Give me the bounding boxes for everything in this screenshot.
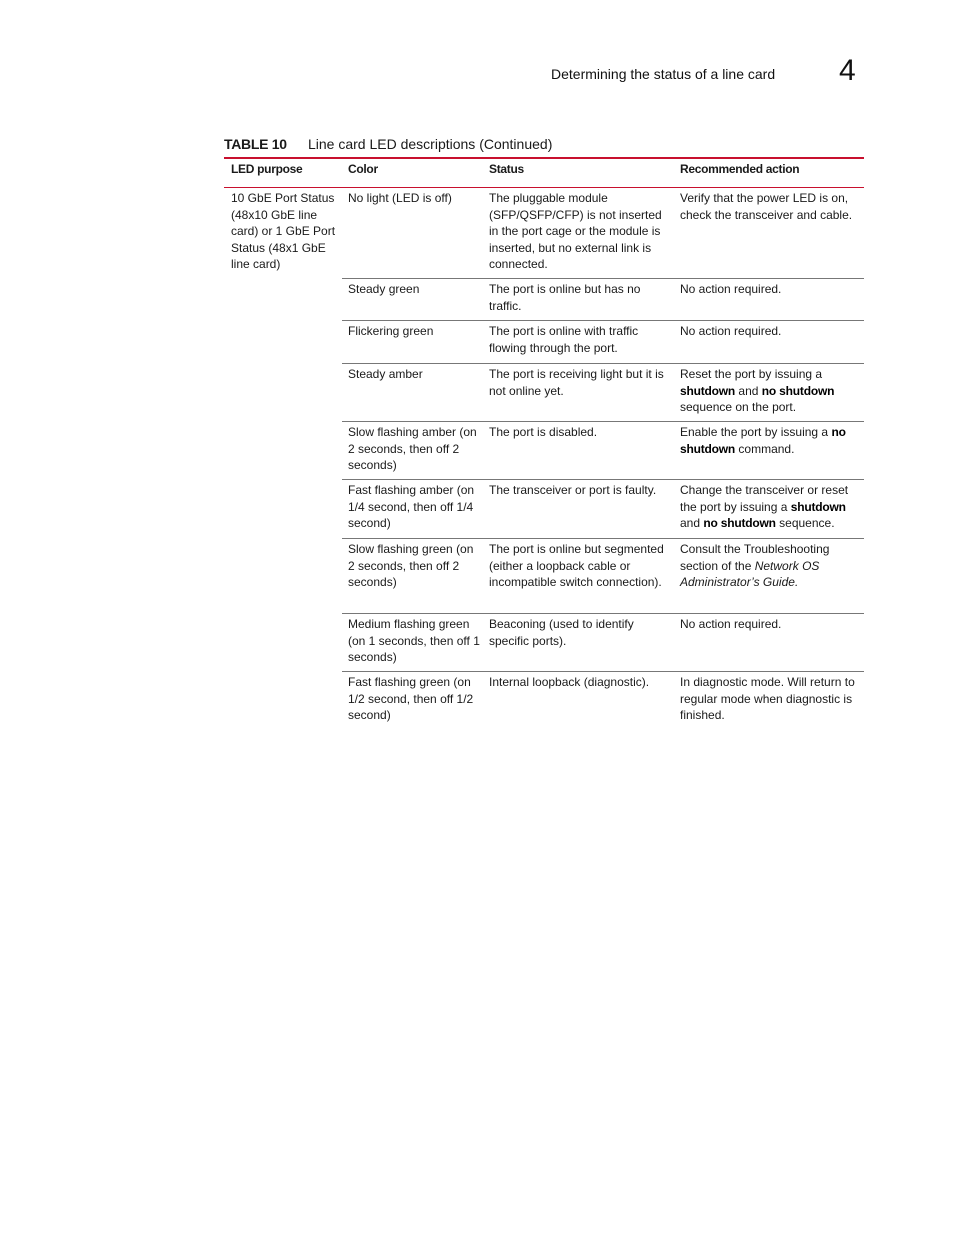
row-1-action: Verify that the power LED is on, check the transceiver and cable. — [680, 191, 853, 222]
row-5-color: Slow flashing amber (on 2 seconds, then off 2 seconds) — [348, 425, 477, 472]
table-caption — [224, 135, 864, 157]
row-6-status: The transceiver or port is faulty. — [489, 483, 657, 497]
command-shutdown: shutdown — [790, 499, 846, 514]
row-3-action: No action required. — [680, 324, 782, 338]
row-8-status: Beaconing (used to identify specific ports). — [489, 617, 634, 648]
row-9-status: Internal loopback (diagnostic). — [489, 675, 650, 689]
row-3-color: Flickering green — [348, 324, 434, 338]
command-no-shutdown: no shutdown — [680, 425, 846, 456]
row-6-color: Fast flashing amber (on 1/4 second, then off 1/4 second) — [348, 483, 475, 530]
action-text: Consult the Troubleshooting section of the — [680, 542, 830, 573]
row-4-status: The port is receiving light but it is not online yet. — [489, 367, 664, 398]
row-8-action: No action required. — [680, 617, 782, 631]
row-9-action: In diagnostic mode. Will return to regular mode when diagnostic is finished. — [680, 675, 855, 722]
row-divider — [342, 320, 864, 321]
row-1-color: No light (LED is off) — [348, 191, 452, 205]
table-label: TABLE 10 — [224, 136, 287, 152]
column-header-status: Status — [489, 162, 524, 176]
running-header: Determining the status of a line card — [551, 66, 776, 82]
row-5-action — [680, 424, 860, 457]
column-header-led-purpose: LED purpose — [231, 162, 303, 176]
row-6-action — [680, 482, 860, 532]
action-text: sequence on the port. — [680, 400, 797, 414]
row-5-status: The port is disabled. — [489, 425, 598, 439]
row-divider — [342, 671, 864, 672]
action-text: Change the transceiver or reset the port by issuing a — [680, 483, 849, 514]
row-7-action — [680, 541, 860, 591]
row-1-status: The pluggable module (SFP/QSFP/CFP) is not inserted in the port cage or the module is inserted, but no external link is connected. — [489, 191, 662, 271]
row-divider — [342, 538, 864, 539]
column-header-recommended-action: Recommended action — [680, 162, 800, 176]
row-3-status: The port is online with traffic flowing through the port. — [489, 324, 639, 355]
row-4-action — [680, 366, 860, 416]
row-2-color: Steady green — [348, 282, 420, 296]
row-7-color: Slow flashing green (on 2 seconds, then off 2 seconds) — [348, 542, 474, 589]
led-purpose-cell: 10 GbE Port Status (48x10 GbE line card) or 1 GbE Port Status (48x1 GbE line card) — [231, 191, 336, 271]
command-shutdown: shutdown — [680, 383, 736, 398]
row-4-color: Steady amber — [348, 367, 423, 381]
header-rule — [224, 187, 864, 188]
command-no-shutdown: no shutdown — [761, 383, 835, 398]
action-text: Reset the port by issuing a — [680, 367, 823, 381]
row-divider — [342, 278, 864, 279]
table-title: Line card LED descriptions (Continued) — [308, 136, 553, 152]
action-text: Enable the port by issuing a — [680, 425, 832, 439]
row-8-color: Medium flashing green (on 1 seconds, then off 1 seconds) — [348, 617, 480, 664]
row-7-status: The port is online but segmented (either a loopback cable or incompatible switch connection). — [489, 542, 664, 589]
column-header-color: Color — [348, 162, 378, 176]
row-divider — [342, 479, 864, 480]
action-text: command. — [735, 441, 795, 456]
action-text: and — [680, 516, 704, 530]
action-text: and — [735, 383, 762, 398]
row-2-status: The port is online but has no traffic. — [489, 282, 641, 313]
guide-title: Network OS Administrator’s Guide. — [680, 558, 820, 589]
row-divider — [342, 613, 864, 614]
row-divider — [342, 363, 864, 364]
row-9-color: Fast flashing green (on 1/2 second, then off 1/2 second) — [348, 675, 474, 722]
row-divider — [342, 421, 864, 422]
chapter-number: 4 — [839, 54, 856, 87]
caption-rule — [224, 157, 864, 159]
action-text: sequence. — [775, 516, 835, 530]
row-2-action: No action required. — [680, 282, 782, 296]
command-no-shutdown: no shutdown — [703, 516, 776, 530]
